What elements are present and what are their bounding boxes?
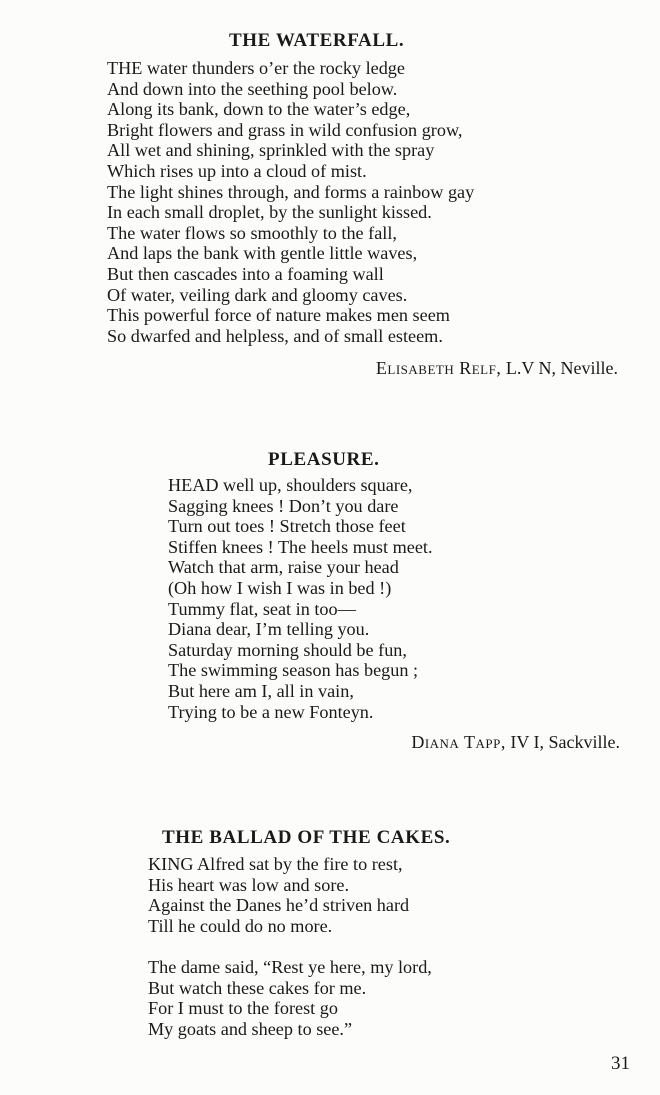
- poem-line: But watch these cakes for me.: [148, 977, 367, 998]
- poem-line: For I must to the forest go: [148, 998, 338, 1019]
- author-form-house: IV I, Sackville.: [505, 732, 620, 752]
- poem-line: Watch that arm, raise your head: [168, 557, 399, 578]
- poem-line: This powerful force of nature makes men seem: [107, 305, 450, 326]
- poem-body-ballad-of-the-cakes: [148, 854, 432, 1039]
- poem-line: Along its bank, down to the water’s edge,: [107, 99, 411, 120]
- poem-line: HEAD well up, shoulders square,: [168, 475, 413, 495]
- poem-line: (Oh how I wish I was in bed !): [168, 577, 392, 598]
- poem-line: Turn out toes ! Stretch those feet: [168, 516, 406, 537]
- poem-line: Till he could do no more.: [148, 915, 333, 936]
- poem-line: My goats and sheep to see.”: [148, 1018, 353, 1039]
- poem-body-waterfall: [107, 58, 474, 346]
- poem-line: Tummy flat, seat in too—: [168, 598, 356, 619]
- poem-line: Of water, veiling dark and gloomy caves.: [107, 284, 408, 305]
- stanza-break: [148, 936, 432, 957]
- poem-line: And down into the seething pool below.: [107, 78, 398, 99]
- author-name: Diana Tapp,: [411, 732, 506, 752]
- poem-line: The dame said, “Rest ye here, my lord,: [148, 956, 432, 977]
- poem-line: The swimming season has begun ;: [168, 660, 419, 681]
- poem-line: KING Alfred sat by the fire to rest,: [148, 854, 403, 874]
- poem-title-pleasure: PLEASURE.: [268, 449, 380, 470]
- poem-body-pleasure: [168, 475, 433, 722]
- poem-line: And laps the bank with gentle little waves,: [107, 243, 418, 264]
- poem-line: Bright flowers and grass in wild confusion grow,: [107, 119, 463, 140]
- attribution-waterfall: [376, 357, 618, 379]
- poem-title-ballad-of-the-cakes: THE BALLAD OF THE CAKES.: [162, 827, 451, 848]
- author-form-house: L.V N, Neville.: [501, 358, 618, 378]
- poem-line: Stiffen knees ! The heels must meet.: [168, 536, 433, 557]
- poem-line: Against the Danes he’d striven hard: [148, 895, 410, 916]
- poem-line: Saturday morning should be fun,: [168, 639, 407, 660]
- poem-line: The water flows so smoothly to the fall,: [107, 222, 397, 243]
- poem-line: In each small droplet, by the sunlight kissed.: [107, 202, 432, 223]
- poem-line: So dwarfed and helpless, and of small esteem.: [107, 325, 443, 346]
- author-name: Elisabeth Relf,: [375, 358, 502, 378]
- poem-line: But then cascades into a foaming wall: [107, 263, 384, 284]
- attribution-pleasure: [411, 731, 620, 753]
- poem-line: THE water thunders o’er the rocky ledge: [107, 58, 405, 78]
- poem-title-waterfall: THE WATERFALL.: [229, 30, 405, 51]
- poem-line: The light shines through, and forms a rainbow gay: [107, 181, 475, 202]
- poem-line: Diana dear, I’m telling you.: [168, 619, 370, 640]
- poem-line: All wet and shining, sprinkled with the spray: [107, 140, 435, 161]
- poem-line: His heart was low and sore.: [148, 874, 350, 895]
- poem-line: Sagging knees ! Don’t you dare: [168, 495, 399, 516]
- page-number: 31: [611, 1053, 630, 1074]
- poem-line: Trying to be a new Fonteyn.: [168, 701, 374, 722]
- poem-line: But here am I, all in vain,: [168, 680, 354, 701]
- poem-line: Which rises up into a cloud of mist.: [107, 160, 367, 181]
